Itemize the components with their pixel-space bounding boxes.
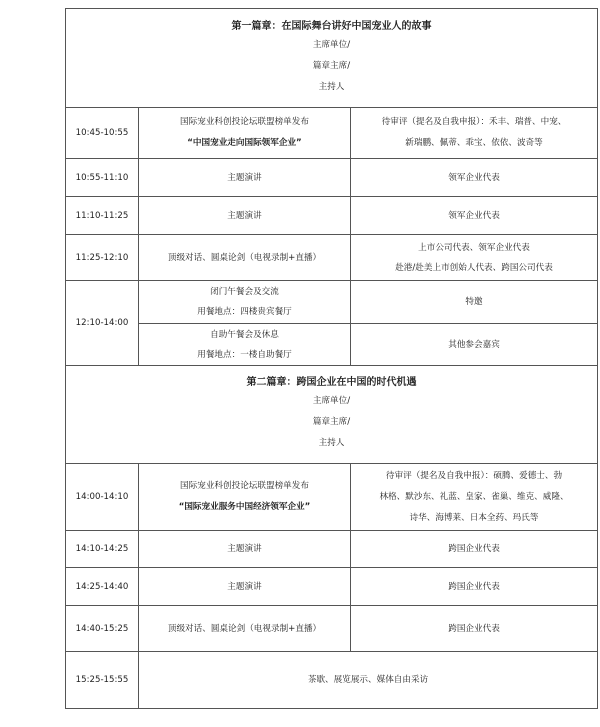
award-title: “国际宠业服务中国经济领军企业” bbox=[178, 502, 311, 512]
time-cell: 14:00-14:10 bbox=[66, 464, 139, 531]
time-cell: 10:55-11:10 bbox=[66, 159, 139, 197]
time-cell: 14:10-14:25 bbox=[66, 531, 139, 568]
time-cell: 15:25-15:55 bbox=[66, 652, 139, 709]
agenda-cell: 主题演讲 bbox=[139, 197, 351, 235]
section-chair: 篇章主席/ bbox=[312, 417, 351, 427]
table-row bbox=[66, 108, 598, 159]
time-cell: 11:25-12:10 bbox=[66, 235, 139, 281]
agenda-line: 闭门午餐会及交流 bbox=[210, 287, 279, 297]
table-row bbox=[66, 324, 598, 366]
agenda-line: 用餐地点：一楼自助餐厅 bbox=[197, 349, 292, 360]
section-header-row bbox=[66, 9, 598, 108]
agenda-cell bbox=[139, 464, 351, 531]
section-host: 主持人 bbox=[318, 438, 345, 448]
table-row bbox=[66, 235, 598, 281]
agenda-cell bbox=[139, 281, 351, 324]
agenda-line: 国际宠业科创投论坛联盟榜单发布 bbox=[180, 481, 309, 491]
section-host: 主持人 bbox=[318, 81, 345, 92]
table-row bbox=[66, 606, 598, 652]
speaker-line: 待审评（提名及自我申报）：禾丰、瑞普、中宠、 bbox=[381, 117, 567, 127]
agenda-cell: 主题演讲 bbox=[139, 568, 351, 606]
speaker-cell: 领军企业代表 bbox=[351, 197, 598, 235]
speaker-line: 新瑞鹏、佩蒂、乖宝、依依、波奇等 bbox=[405, 138, 543, 148]
table-row bbox=[66, 568, 598, 606]
section-title: 第二篇章：跨国企业在中国的时代机遇 bbox=[246, 377, 417, 388]
time-cell: 14:40-15:25 bbox=[66, 606, 139, 652]
speaker-cell bbox=[351, 235, 598, 281]
agenda-cell: 主题演讲 bbox=[139, 159, 351, 197]
table-row bbox=[66, 531, 598, 568]
agenda-cell: 顶级对话、圆桌论剑（电视录制+直播） bbox=[139, 235, 351, 281]
award-title: “中国宠业走向国际领军企业” bbox=[187, 138, 302, 148]
speaker-line: 待审评（提名及自我申报）：硕腾、爱德士、勃 bbox=[385, 470, 563, 481]
agenda-cell bbox=[139, 324, 351, 366]
time-cell: 12:10-14:00 bbox=[66, 281, 139, 366]
speaker-line: 上市公司代表、领军企业代表 bbox=[418, 242, 530, 253]
speaker-cell: 领军企业代表 bbox=[351, 159, 598, 197]
table-row bbox=[66, 281, 598, 324]
section-chair-org: 主席单位/ bbox=[312, 396, 351, 406]
table-row bbox=[66, 197, 598, 235]
speaker-cell: 跨国企业代表 bbox=[351, 606, 598, 652]
speaker-cell: 其他参会嘉宾 bbox=[351, 324, 598, 366]
speaker-line: 赴港/赴美上市创始人代表、跨国公司代表 bbox=[395, 262, 553, 273]
time-cell: 14:25-14:40 bbox=[66, 568, 139, 606]
time-cell: 11:10-11:25 bbox=[66, 197, 139, 235]
speaker-line: 林格、默沙东、礼蓝、皇家、雀巢、维克、威隆、 bbox=[379, 491, 569, 502]
section-chair-org: 主席单位/ bbox=[312, 39, 351, 50]
speaker-cell bbox=[351, 108, 598, 159]
agenda-cell: 顶级对话、圆桌论剑（电视录制+直播） bbox=[139, 606, 351, 652]
schedule-table bbox=[65, 8, 598, 709]
agenda-line: 国际宠业科创投论坛联盟榜单发布 bbox=[180, 117, 309, 127]
section-title: 第一篇章：在国际舞台讲好中国宠业人的故事 bbox=[231, 20, 432, 32]
agenda-line: 用餐地点：四楼贵宾餐厅 bbox=[197, 307, 292, 317]
section-header bbox=[66, 9, 598, 108]
section-header bbox=[66, 366, 598, 464]
section-header-row bbox=[66, 366, 598, 464]
speaker-cell: 跨国企业代表 bbox=[351, 568, 598, 606]
table-row bbox=[66, 464, 598, 531]
section-chair: 篇章主席/ bbox=[312, 60, 351, 71]
table-row bbox=[66, 652, 598, 709]
speaker-cell: 特邀 bbox=[351, 281, 598, 324]
speaker-cell bbox=[351, 464, 598, 531]
speaker-cell: 跨国企业代表 bbox=[351, 531, 598, 568]
break-cell: 茶歇、展览展示、媒体自由采访 bbox=[139, 652, 598, 709]
speaker-line: 诗华、海博莱、日本全药、玛氏等 bbox=[409, 512, 539, 523]
agenda-cell bbox=[139, 108, 351, 159]
table-row bbox=[66, 159, 598, 197]
agenda-cell: 主题演讲 bbox=[139, 531, 351, 568]
agenda-line: 自助午餐会及休息 bbox=[210, 329, 279, 340]
time-cell: 10:45-10:55 bbox=[66, 108, 139, 159]
